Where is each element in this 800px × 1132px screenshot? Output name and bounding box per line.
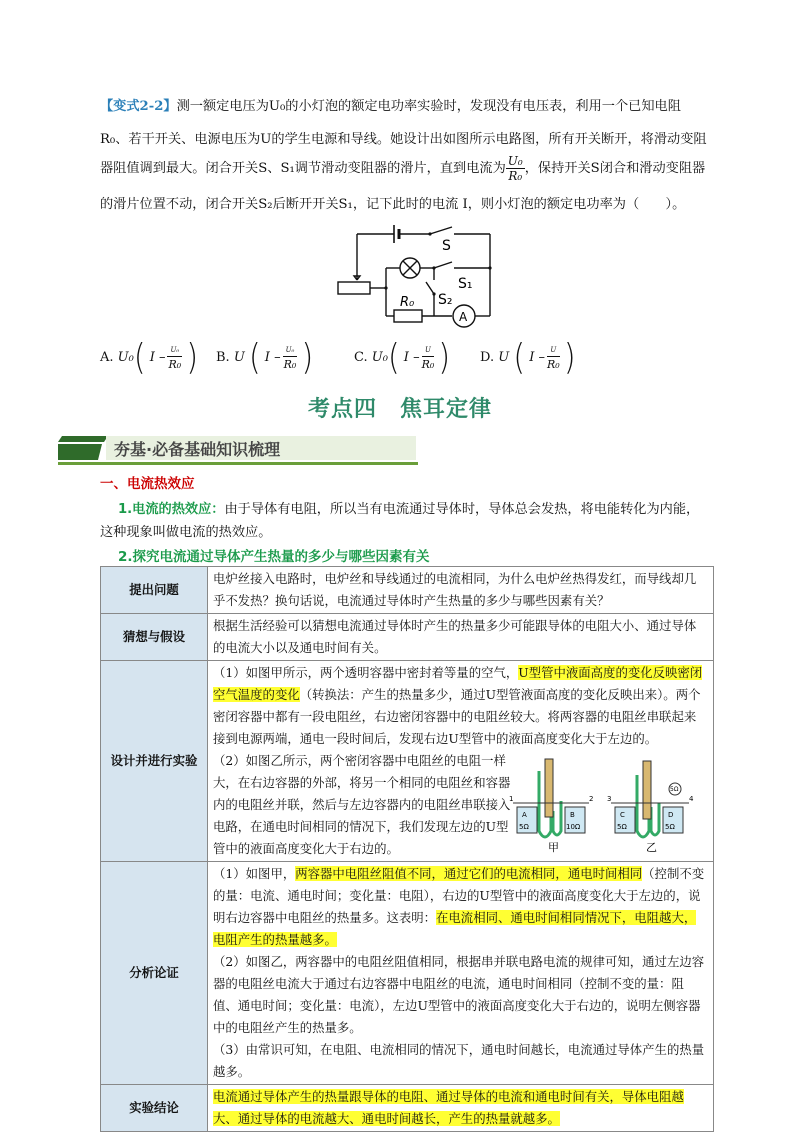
table-row — [101, 1085, 714, 1132]
row-label-hypothesis: 猜想与假设 — [101, 614, 208, 661]
row-text-conclusion: 电流通过导体产生的热量跟导体的电阻、通过导体的电流和通电时间有关，导体电阻越大、通过导体的电流越大、通电时间越长，产生的热量就越多。 — [208, 1085, 714, 1132]
question-line4: 的滑片位置不动，闭合开关S₂后断开开关S₁，记下此时的电流 I，则小灯泡的额定电功率为（ ）。 — [100, 197, 686, 212]
label-a: A — [459, 310, 468, 324]
svg-text:5Ω: 5Ω — [617, 823, 627, 831]
svg-text:5Ω: 5Ω — [670, 786, 679, 793]
u-tube-figure — [505, 751, 705, 857]
row-text-experiment: （1）如图甲所示，两个透明容器中密封着等量的空气，U型管中液面高度的变化反映密闭空气温度的变化（转换法：产生的热量多少，通过U型管液面高度的变化反映出来）。两个密闭容器中都有一段电阻丝，右边密闭容器中的电阻丝较大。将两容器的电阻丝串联起来接到电源两端，通电一段时间后，发现右边U型管中的液面高度变化大于左边的。 （2）如图乙所示，两个密闭容器中电阻丝的电阻一样大，在右边容器的外部，将另一个相同的电阻丝和容器内的电阻丝并联，然后与左边容器内的电阻丝串联接入电路，在通电时间相同的情况下，我们发现左边的U型管中的液面高度变化大于右边的。 A B C D 5Ω 10Ω 5Ω 5Ω 5Ω 甲 乙 1 2 3 4 — [208, 661, 714, 862]
table-row — [101, 661, 714, 862]
label-r0: R₀ — [400, 295, 415, 310]
svg-text:D: D — [668, 811, 674, 819]
svg-text:4: 4 — [689, 795, 694, 803]
question-line2: R₀、若干开关、电源电压为U的学生电源和导线。她设计出如图所示电路图，所有开关断开，将滑动变阻 — [100, 132, 707, 147]
label-s2: S₂ — [438, 292, 453, 308]
row-label-question: 提出问题 — [101, 567, 208, 614]
svg-text:10Ω: 10Ω — [566, 823, 581, 831]
svg-text:5Ω: 5Ω — [519, 823, 529, 831]
row-text-analysis: （1）如图甲，两容器中电阻丝阻值不同，通过它们的电流相同，通电时间相同（控制不变的量：电流、通电时间；变化量：电阻），右边的U型管中的液面高度变化大于左边的，说明右边容器中电阻丝的热量多。这表明：在电流相同、通电时间相同情况下，电阻越大，电阻产生的热量越多。 （2）如图乙，两容器中的电阻丝阻值相同，根据串并联电路电流的规律可知，通过左边容器的电阻丝电流大于通过右边容器中电阻丝的电流，通电时间相同（控制不变的量：阻值、通电时间；变化量：电流），左边U型管中的液面高度变化大于右边的，说明左侧容器中的电阻丝产生的热量多。 （3）由常识可知，在电阻、电流相同的情况下，通电时间越长，电流通过导体产生的热量越多。 — [208, 862, 714, 1085]
question-text: 【变式2-2】测一额定电压为U₀的小灯泡的额定电功率实验时，发现没有电压表，利用一个已知电阻 — [100, 99, 681, 114]
item1-paragraph: 1.电流的热效应：由于导体有电阻，所以当有电流通过导体时，导体总会发热，将电能转化为内能， — [118, 502, 700, 517]
experiment-table — [100, 566, 714, 1132]
svg-text:3: 3 — [607, 795, 612, 803]
current-fraction: $\frac{\text{U₀}}{\text{R₀}}$ — [507, 154, 523, 183]
table-row — [101, 567, 714, 614]
item1-paragraph-2: 这种现象叫做电流的热效应。 — [100, 525, 272, 540]
svg-text:乙: 乙 — [646, 841, 657, 854]
option-c[interactable]: C. U₀ ( I – $\frac{U}{\text{R₀}}$ ) — [354, 336, 451, 379]
row-text-question: 电炉丝接入电路时，电炉丝和导线通过的电流相同，为什么电炉丝热得发红，而导线却几乎不发热？换句话说，电流通过导体时产生热量的多少与哪些因素有关？ — [208, 567, 714, 614]
svg-text:1: 1 — [509, 795, 514, 803]
section-title: 考点四 焦耳定律 — [307, 397, 492, 422]
circuit-diagram — [330, 222, 500, 334]
table-row — [101, 862, 714, 1085]
heading-1: 一、电流热效应 — [100, 476, 195, 492]
row-label-conclusion: 实验结论 — [101, 1085, 208, 1132]
row-label-experiment: 设计并进行实验 — [101, 661, 208, 862]
svg-text:C: C — [620, 811, 625, 819]
banner-underline — [58, 462, 418, 465]
heading-2: 2.探究电流通过导体产生热量的多少与哪些因素有关 — [118, 549, 430, 565]
question-tag: 【变式2-2】 — [100, 99, 177, 114]
rheostat — [338, 282, 370, 294]
svg-text:2: 2 — [589, 795, 594, 803]
row-label-analysis: 分析论证 — [101, 862, 208, 1085]
svg-text:5Ω: 5Ω — [665, 823, 675, 831]
option-d[interactable]: D. U ( I – $\frac{U}{\text{R₀}}$ ) — [480, 336, 576, 379]
option-b[interactable]: B. U ( I – $\frac{\text{U₀}}{\text{R₀}}$ ) — [216, 336, 314, 379]
r0-resistor — [394, 310, 422, 322]
svg-text:B: B — [570, 811, 575, 819]
option-a[interactable]: A. U₀ ( I – $\frac{\text{U₀}}{\text{R₀}}$ ) — [100, 336, 199, 379]
question-line3: 器阻值调到最大。闭合开关S、S₁调节滑动变阻器的滑片，直到电流为 $\frac{\text{U₀}}{\text{R₀}}$ ，保持开关S闭合和滑动变阻器 — [100, 154, 706, 183]
banner-text: 夯基·必备基础知识梳理 — [114, 440, 281, 459]
table-row — [101, 614, 714, 661]
row-text-hypothesis: 根据生活经验可以猜想电流通过导体时产生的热量多少可能跟导体的电阻大小、通过导体的电流大小以及通电时间有关。 — [208, 614, 714, 661]
svg-text:A: A — [522, 811, 527, 819]
svg-text:甲: 甲 — [548, 841, 559, 854]
label-s: S — [442, 238, 451, 254]
label-s1: S₁ — [458, 276, 473, 292]
